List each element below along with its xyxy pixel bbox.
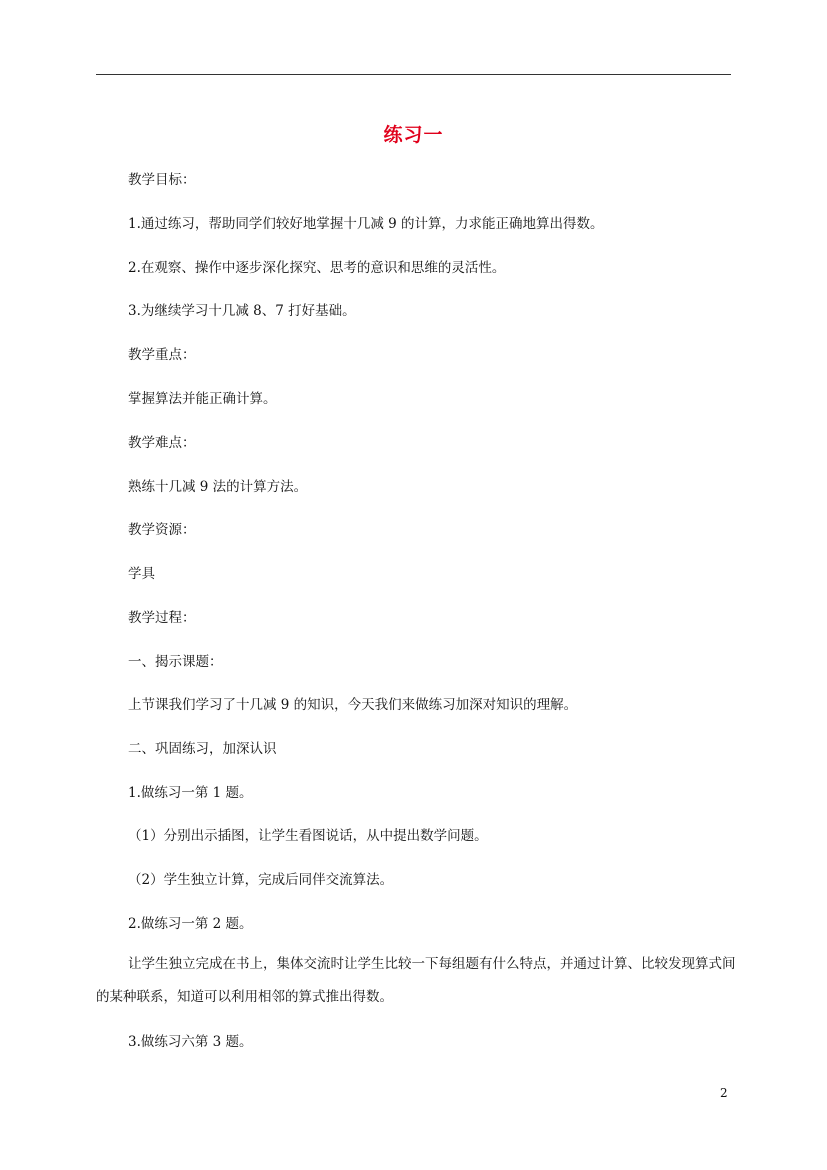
key-point-text: 掌握算法并能正确计算。 [128,391,277,407]
heading-key-points: 教学重点： [128,347,196,363]
heading-difficulties: 教学难点： [128,435,196,451]
exercise-1: 1.做练习一第 1 题。 [128,785,253,801]
resources-text: 学具 [128,566,155,582]
document-title: 练习一 [383,124,444,146]
header-rule [96,74,731,75]
exercise-2: 2.做练习一第 2 题。 [128,916,253,932]
heading-process: 教学过程： [128,610,196,626]
section-2-heading: 二、巩固练习，加深认识 [128,741,277,757]
heading-objectives: 教学目标： [128,172,196,188]
section-1-heading: 一、揭示课题： [128,654,223,670]
exercise-3: 3.做练习六第 3 题。 [128,1034,253,1050]
page-number: 2 [720,1086,728,1100]
section-1-text: 上节课我们学习了十几减 9 的知识，今天我们来做练习加深对知识的理解。 [128,697,578,713]
exercise-1-step-1: （1）分别出示插图，让学生看图说话，从中提出数学问题。 [128,828,488,844]
objective-1: 1.通过练习，帮助同学们较好地掌握十几减 9 的计算，力求能正确地算出得数。 [128,216,604,232]
difficulty-text: 熟练十几减 9 法的计算方法。 [128,479,308,495]
objective-2: 2.在观察、操作中逐步深化探究、思考的意识和思维的灵活性。 [128,260,506,276]
exercise-1-step-2: （2）学生独立计算，完成后同伴交流算法。 [128,872,394,888]
exercise-2-paragraph: 让学生独立完成在书上，集体交流时让学生比较一下每组题有什么特点，并通过计算、比较发现算式间的某种联系，知道可以利用相邻的算式推出得数。 [96,956,736,1005]
objective-3: 3.为继续学习十几减 8、7 打好基础。 [128,303,356,319]
heading-resources: 教学资源： [128,522,196,538]
